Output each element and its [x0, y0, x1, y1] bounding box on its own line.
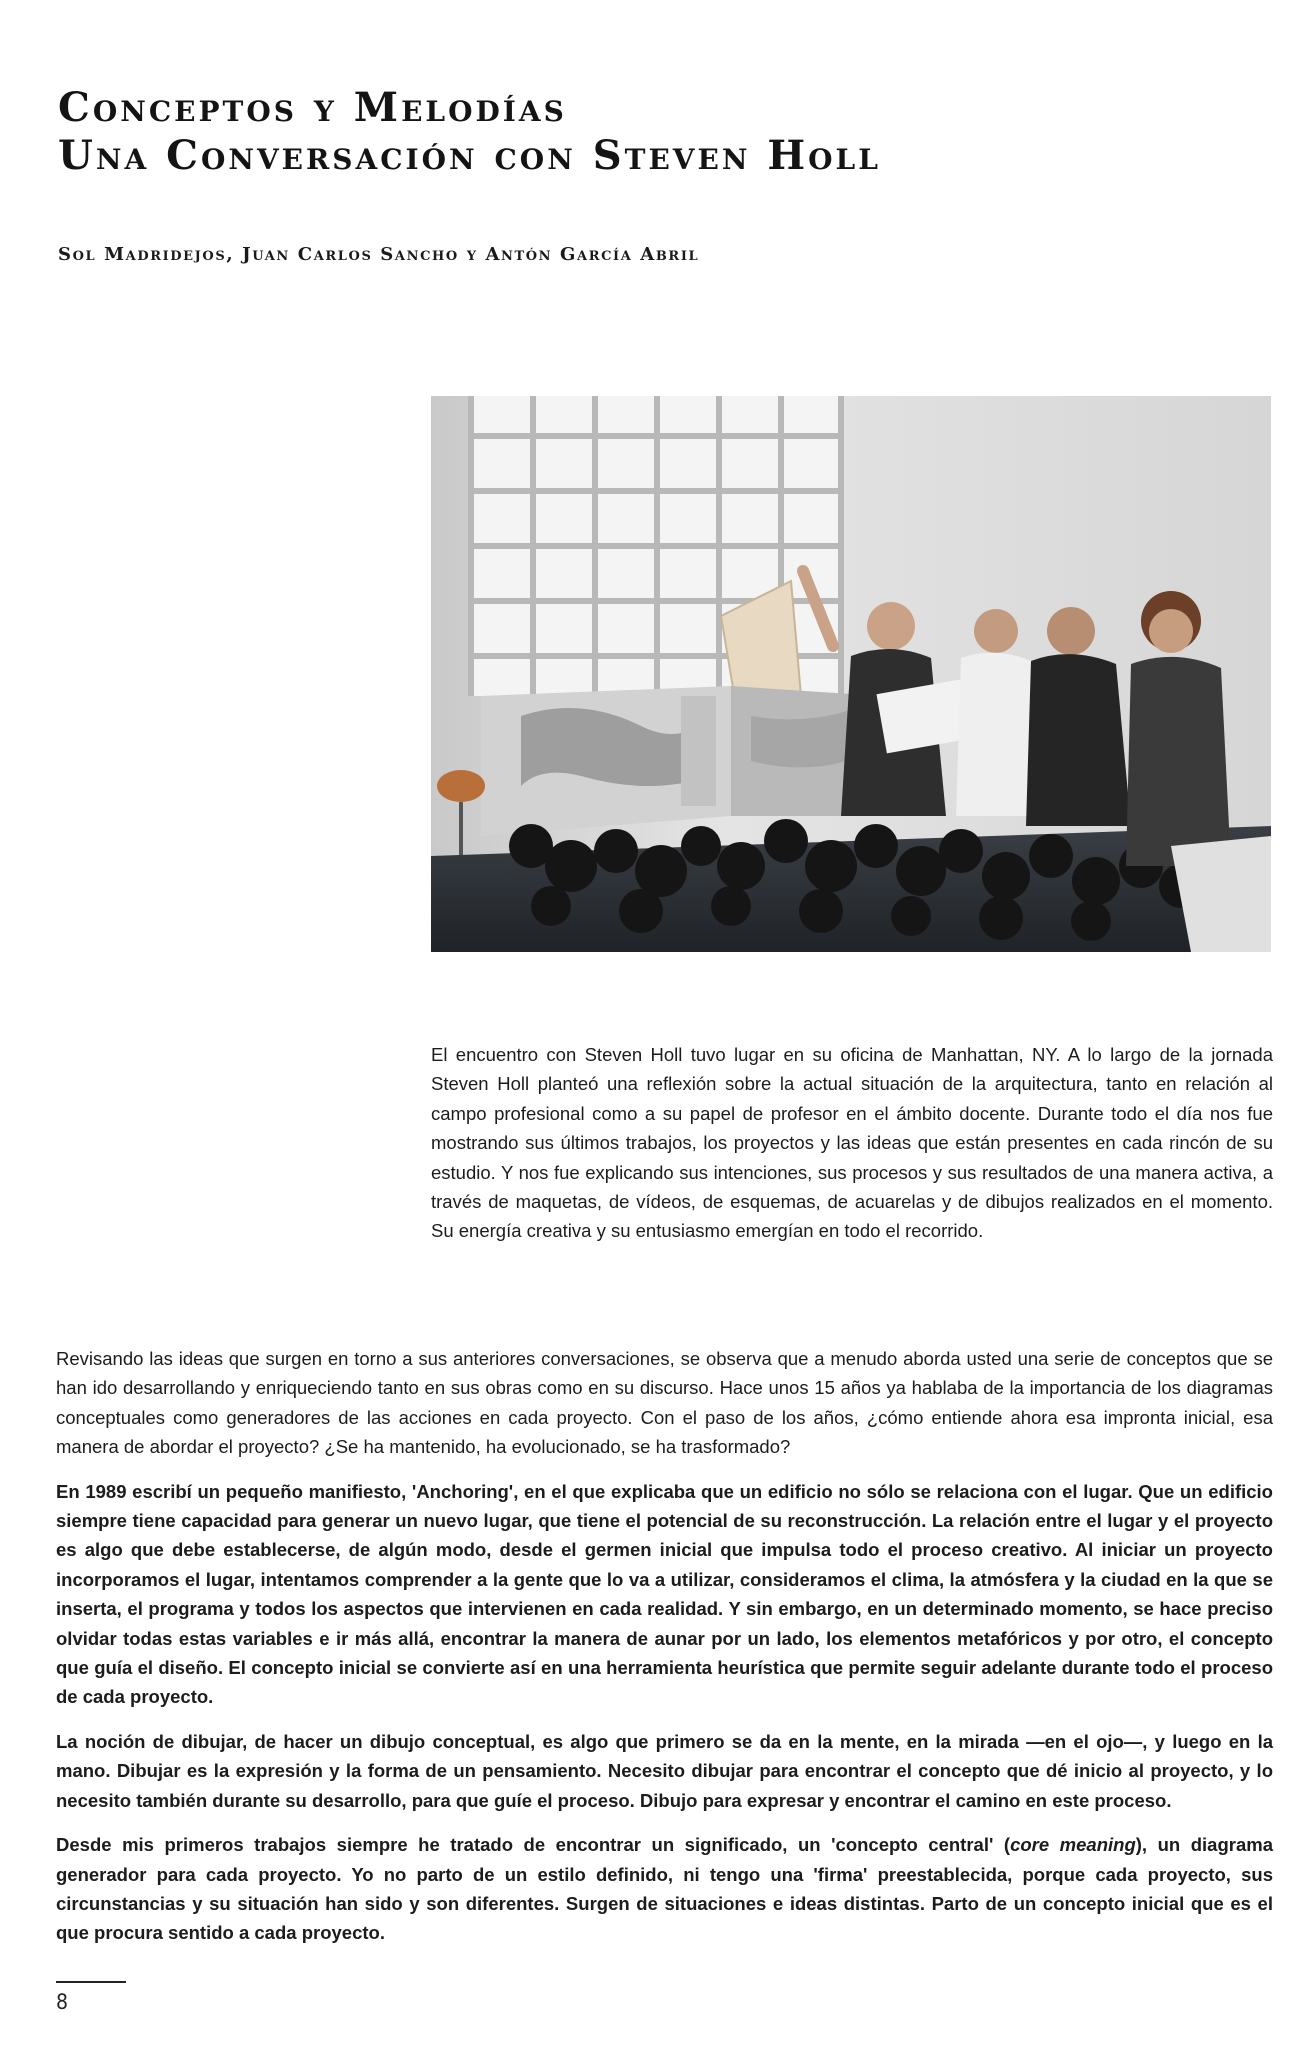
- interview-body: [56, 1344, 1273, 1963]
- studio-photo-illustration: [431, 396, 1271, 952]
- intro-paragraph: El encuentro con Steven Holl tuvo lugar en su oficina de Manhattan, NY. A lo largo de la jornada Steven Holl planteó una reflexión sobre la actual situación de la arquitectura, tanto en relación al campo profesional como a su papel de profesor en el ámbito docente. Durante todo el día nos fue mostrando sus últimos trabajos, los proyectos y las ideas que están presentes en cada rincón de su estudio. Y nos fue explicando sus intenciones, sus procesos y sus resultados de una manera activa, a través de maquetas, de vídeos, de esquemas, de acuarelas y de dibujos realizados en el momento. Su energía creativa y su entusiasmo emergían en todo el recorrido.: [431, 1044, 1273, 1242]
- title-line-1: Conceptos y Melodías: [58, 84, 567, 131]
- answer-paragraph-1: En 1989 escribí un pequeño manifiesto, 'Anchoring', en el que explicaba que un edificio no sólo se relaciona con el lugar. Que un edificio siempre tiene capacidad para generar un nuevo lugar, que tiene el potencial de su reconstrucción. La relación entre el lugar y el proyecto es algo que debe establecerse, de algún modo, desde el germen inicial que impulsa todo el proceso creativo. Al iniciar un proyecto incorporamos el lugar, intentamos comprender a la gente que lo va a utilizar, consideramos el clima, la atmósfera y la ciudad en la que se inserta, el programa y todos los aspectos que intervienen en cada realidad. Y sin embargo, en un determinado momento, se hace preciso olvidar todas estas variables e ir más allá, encontrar la manera de aunar por un lado, los elementos metafóricos y por otro, el concepto que guía el diseño. El concepto inicial se convierte así en una herramienta heurística que permite seguir adelante durante todo el proceso de cada proyecto.: [56, 1480, 1273, 1708]
- answer-3-after: ), un diagrama generador para cada proyecto. Yo no parto de un estilo definido, ni tengo una 'firma' preestablecida, porque cada proyecto, sus circunstancias y su situación han sido y son diferentes. Surgen de situaciones e ideas distintas. Parto de un concepto inicial que es el que procura sentido a cada proyecto.: [56, 1834, 1273, 1944]
- architectural-model: [481, 686, 881, 836]
- studio-photo: [431, 396, 1271, 952]
- page-number: 8: [56, 1990, 69, 2014]
- title-line-2: Una Conversación con Steven Holl: [58, 132, 881, 179]
- authors-byline: Sol Madridejos, Juan Carlos Sancho y Antón García Abril: [58, 244, 700, 265]
- interview-question: Revisando las ideas que surgen en torno a sus anteriores conversaciones, se observa que a menudo aborda usted una serie de conceptos que se han ido desarrollando y enriqueciendo tanto en sus obras como en su discurso. Hace unos 15 años ya hablaba de la importancia de los diagramas conceptuales como generadores de las acciones en cada proyecto. Con el paso de los años, ¿cómo entiende ahora esa impronta inicial, esa manera de abordar el proyecto? ¿Se ha mantenido, ha evolucionado, se ha trasformado?: [56, 1348, 1273, 1458]
- answer-3-emphasis: core meaning: [1010, 1834, 1136, 1856]
- answer-paragraph-2: La noción de dibujar, de hacer un dibujo conceptual, es algo que primero se da en la mente, en la mirada —en el ojo—, y luego en la mano. Dibujar es la expresión y la forma de un pensamiento. Necesito dibujar para encontrar el concepto que dé inicio al proyecto, y lo necesito también durante su desarrollo, para que guíe el proceso. Dibujo para expresar y encontrar el camino en este proceso.: [56, 1730, 1273, 1811]
- answer-3-before: Desde mis primeros trabajos siempre he tratado de encontrar un significado, un 'concepto central' (: [56, 1834, 1011, 1856]
- article-title: [58, 84, 1238, 180]
- page-number-rule: [56, 1981, 126, 1983]
- answer-paragraph-3: [56, 1830, 1273, 1948]
